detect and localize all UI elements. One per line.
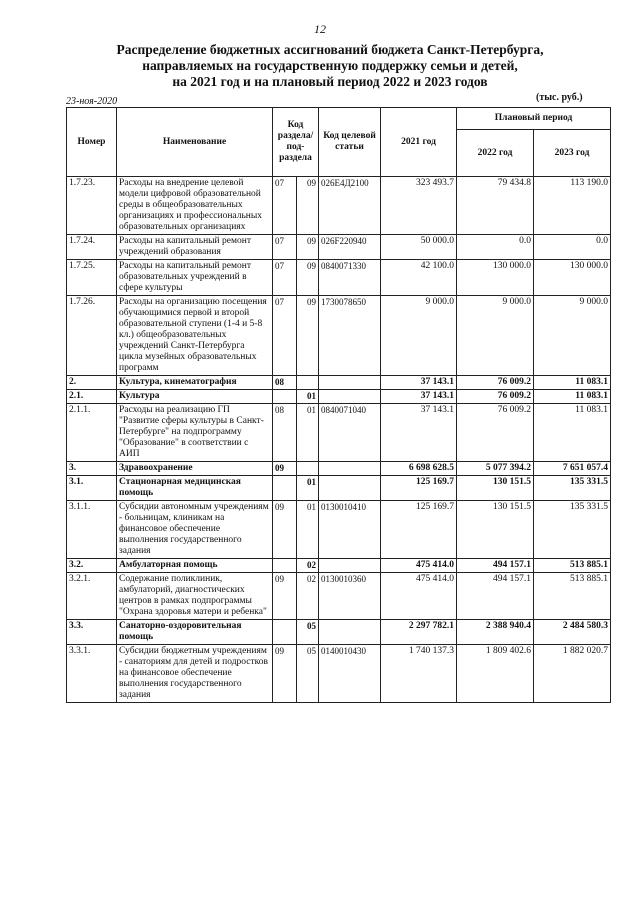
header-2023: 2023 год <box>534 130 611 177</box>
table-body <box>67 177 611 703</box>
row-article-code <box>319 620 381 645</box>
table-row <box>67 559 611 573</box>
row-name: Здравоохранение <box>117 462 273 476</box>
header-section-code: Код раздела/ под-раздела <box>273 108 319 177</box>
row-article-code: 0130010360 <box>319 573 381 620</box>
row-value-2022: 76 009.2 <box>457 390 534 404</box>
row-number: 3.1. <box>67 476 117 501</box>
row-value-2021: 2 297 782.1 <box>381 620 457 645</box>
row-value-2021: 6 698 628.5 <box>381 462 457 476</box>
row-section: 08 <box>273 404 297 462</box>
row-article-code: 0840071330 <box>319 260 381 296</box>
row-value-2021: 475 414.0 <box>381 559 457 573</box>
row-subsection: 09 <box>297 235 319 260</box>
row-value-2021: 42 100.0 <box>381 260 457 296</box>
row-article-code <box>319 390 381 404</box>
row-number: 3.3.1. <box>67 645 117 703</box>
row-value-2023: 0.0 <box>534 235 611 260</box>
row-value-2022: 79 434.8 <box>457 177 534 235</box>
row-value-2021: 37 143.1 <box>381 376 457 390</box>
header-article-code: Код целевой статьи <box>319 108 381 177</box>
row-value-2022: 2 388 940.4 <box>457 620 534 645</box>
row-section <box>273 476 297 501</box>
row-value-2023: 2 484 580.3 <box>534 620 611 645</box>
table-row <box>67 177 611 235</box>
row-section: 07 <box>273 296 297 376</box>
table-row <box>67 260 611 296</box>
table-row <box>67 376 611 390</box>
row-value-2023: 513 885.1 <box>534 559 611 573</box>
row-name: Расходы на реализацию ГП "Развитие сферы культуры в Санкт-Петербурге" на подпрограмму "Образование" в соответствии с АИП <box>117 404 273 462</box>
row-article-code: 026F220940 <box>319 235 381 260</box>
row-value-2023: 11 083.1 <box>534 390 611 404</box>
row-subsection: 01 <box>297 404 319 462</box>
table-row <box>67 390 611 404</box>
document-title <box>60 42 600 90</box>
row-article-code: 1730078650 <box>319 296 381 376</box>
row-value-2022: 76 009.2 <box>457 376 534 390</box>
row-value-2022: 130 000.0 <box>457 260 534 296</box>
row-section: 07 <box>273 235 297 260</box>
row-value-2021: 1 740 137.3 <box>381 645 457 703</box>
row-subsection <box>297 462 319 476</box>
row-value-2023: 11 083.1 <box>534 376 611 390</box>
row-number: 1.7.24. <box>67 235 117 260</box>
row-name: Субсидии автономным учреждениям - больницам, клиникам на финансовое обеспечение выполнения государственного задания <box>117 501 273 559</box>
row-name: Расходы на капитальный ремонт учреждений образования <box>117 235 273 260</box>
title-line-3: на 2021 год и на плановый период 2022 и 2023 годов <box>172 74 488 89</box>
row-value-2022: 0.0 <box>457 235 534 260</box>
row-value-2023: 513 885.1 <box>534 573 611 620</box>
table-row <box>67 462 611 476</box>
row-name: Расходы на внедрение целевой модели цифровой образовательной среды в общеобразовательных организациях и профессиональных образовательных организациях <box>117 177 273 235</box>
row-value-2022: 130 151.5 <box>457 501 534 559</box>
budget-table <box>66 107 611 703</box>
row-name: Санаторно-оздоровительная помощь <box>117 620 273 645</box>
row-article-code <box>319 376 381 390</box>
row-value-2023: 130 000.0 <box>534 260 611 296</box>
table-row <box>67 404 611 462</box>
header-name: Наименование <box>117 108 273 177</box>
row-name: Культура, кинематография <box>117 376 273 390</box>
title-line-2: направляемых на государственную поддержку семьи и детей, <box>142 58 518 73</box>
table-row <box>67 235 611 260</box>
table-row <box>67 476 611 501</box>
row-value-2023: 1 882 020.7 <box>534 645 611 703</box>
row-value-2022: 494 157.1 <box>457 573 534 620</box>
row-value-2021: 9 000.0 <box>381 296 457 376</box>
row-name: Культура <box>117 390 273 404</box>
row-subsection: 05 <box>297 645 319 703</box>
row-section <box>273 559 297 573</box>
page-number: 12 <box>314 22 326 36</box>
row-value-2023: 9 000.0 <box>534 296 611 376</box>
row-subsection: 01 <box>297 390 319 404</box>
row-number: 3.2.1. <box>67 573 117 620</box>
row-value-2023: 11 083.1 <box>534 404 611 462</box>
row-section <box>273 620 297 645</box>
units-label: (тыс. руб.) <box>536 92 583 103</box>
row-value-2021: 475 414.0 <box>381 573 457 620</box>
row-section: 07 <box>273 177 297 235</box>
row-article-code: 0130010410 <box>319 501 381 559</box>
row-value-2022: 494 157.1 <box>457 559 534 573</box>
row-article-code <box>319 476 381 501</box>
row-number: 3.3. <box>67 620 117 645</box>
row-value-2021: 125 169.7 <box>381 476 457 501</box>
row-value-2023: 7 651 057.4 <box>534 462 611 476</box>
row-article-code <box>319 462 381 476</box>
row-number: 3.2. <box>67 559 117 573</box>
row-name: Расходы на капитальный ремонт образовательных учреждений в сфере культуры <box>117 260 273 296</box>
row-name: Амбулаторная помощь <box>117 559 273 573</box>
table-row <box>67 573 611 620</box>
row-section: 09 <box>273 501 297 559</box>
row-number: 2.1. <box>67 390 117 404</box>
row-value-2023: 113 190.0 <box>534 177 611 235</box>
row-value-2021: 323 493.7 <box>381 177 457 235</box>
row-subsection: 01 <box>297 501 319 559</box>
row-name: Расходы на организацию посещения обучающимися первой и второй образовательной ступени (1-4 и 5-8 кл.) общеобразовательных учреждений Санкт-Петербурга цикла музейных образовательных программ <box>117 296 273 376</box>
row-subsection <box>297 376 319 390</box>
row-subsection: 01 <box>297 476 319 501</box>
row-name: Субсидии бюджетным учреждениям - санаториям для детей и подростков на финансовое обеспечение выполнения государственного задания <box>117 645 273 703</box>
document-date: 23-ноя-2020 <box>66 96 118 107</box>
row-number: 1.7.26. <box>67 296 117 376</box>
row-name: Стационарная медицинская помощь <box>117 476 273 501</box>
row-number: 2. <box>67 376 117 390</box>
row-value-2022: 1 809 402.6 <box>457 645 534 703</box>
row-value-2022: 76 009.2 <box>457 404 534 462</box>
row-value-2022: 5 077 394.2 <box>457 462 534 476</box>
table-row <box>67 296 611 376</box>
row-section: 09 <box>273 462 297 476</box>
row-subsection: 02 <box>297 573 319 620</box>
row-number: 3. <box>67 462 117 476</box>
row-value-2022: 130 151.5 <box>457 476 534 501</box>
table-row <box>67 620 611 645</box>
row-name: Содержание поликлиник, амбулаторий, диагностических центров в рамках подпрограммы "Охрана здоровья матери и ребенка" <box>117 573 273 620</box>
row-subsection: 02 <box>297 559 319 573</box>
row-number: 1.7.25. <box>67 260 117 296</box>
row-value-2021: 50 000.0 <box>381 235 457 260</box>
header-planned-period: Плановый период <box>457 108 611 130</box>
row-number: 3.1.1. <box>67 501 117 559</box>
row-number: 1.7.23. <box>67 177 117 235</box>
row-section: 09 <box>273 645 297 703</box>
table-row <box>67 501 611 559</box>
row-value-2023: 135 331.5 <box>534 476 611 501</box>
row-value-2023: 135 331.5 <box>534 501 611 559</box>
row-section: 09 <box>273 573 297 620</box>
title-line-1: Распределение бюджетных ассигнований бюджета Санкт-Петербурга, <box>116 42 544 57</box>
row-value-2021: 37 143.1 <box>381 404 457 462</box>
row-value-2022: 9 000.0 <box>457 296 534 376</box>
row-subsection: 09 <box>297 296 319 376</box>
row-value-2021: 37 143.1 <box>381 390 457 404</box>
row-subsection: 05 <box>297 620 319 645</box>
row-number: 2.1.1. <box>67 404 117 462</box>
header-number: Номер <box>67 108 117 177</box>
row-article-code <box>319 559 381 573</box>
row-subsection: 09 <box>297 177 319 235</box>
row-article-code: 026Е4Д2100 <box>319 177 381 235</box>
header-2022: 2022 год <box>457 130 534 177</box>
table-row <box>67 645 611 703</box>
row-section <box>273 390 297 404</box>
row-value-2021: 125 169.7 <box>381 501 457 559</box>
header-2021: 2021 год <box>381 108 457 177</box>
row-article-code: 0840071040 <box>319 404 381 462</box>
row-section: 08 <box>273 376 297 390</box>
row-subsection: 09 <box>297 260 319 296</box>
row-section: 07 <box>273 260 297 296</box>
row-article-code: 0140010430 <box>319 645 381 703</box>
